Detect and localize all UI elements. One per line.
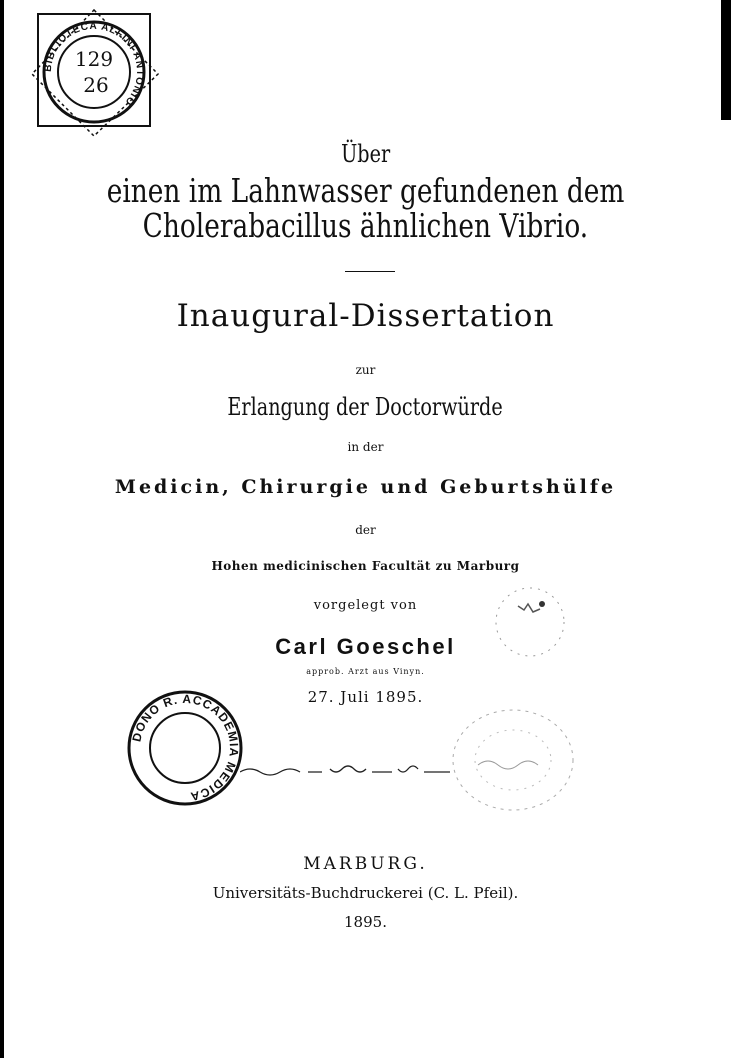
ornamental-line: [240, 764, 450, 780]
scan-border-right: [721, 0, 731, 120]
author-note: approb. Arzt aus Vinyn.: [306, 667, 425, 676]
text-hohen-facultaet: Hohen medicinischen Facultät zu Marburg: [211, 559, 520, 573]
title-uber: Über: [340, 140, 390, 168]
imprint-printer: Universitäts-Buchdruckerei (C. L. Pfeil).: [212, 884, 519, 902]
text-faculties: Medicin, Chirurgie und Geburtshülfe: [114, 476, 617, 498]
title-line-2: Cholerabacillus ähnlichen Vibrio.: [142, 206, 589, 245]
faint-seal-lower: [448, 705, 578, 815]
accademia-stamp-ring-text: DONO R. ACCADEMIA MEDICA: [129, 691, 242, 804]
text-vorgelegt: vorgelegt von: [313, 598, 418, 613]
text-zur: zur: [355, 363, 376, 377]
library-stamp-number-bottom: 26: [83, 73, 109, 97]
imprint-city: MARBURG.: [303, 854, 428, 874]
text-in-der: in der: [347, 440, 384, 454]
text-der: der: [355, 523, 376, 537]
library-stamp: [30, 8, 170, 138]
imprint-year: 1895.: [344, 913, 387, 931]
dissertation-date: 27. Juli 1895.: [307, 688, 424, 706]
title-divider: [345, 271, 395, 272]
text-erlangung: Erlangung der Doctorwürde: [227, 393, 504, 421]
accademia-stamp: [125, 688, 245, 808]
author-name: Carl Goeschel: [275, 634, 456, 659]
library-stamp-number-top: 129: [74, 47, 114, 71]
library-stamp-ring-text: BIBLIOTECA ALFINI ANTONIO: [42, 20, 146, 108]
faint-seal-upper: [490, 582, 570, 662]
dissertation-heading: Inaugural-Dissertation: [176, 298, 555, 334]
title-line-1: einen im Lahnwasser gefundenen dem: [106, 171, 625, 210]
